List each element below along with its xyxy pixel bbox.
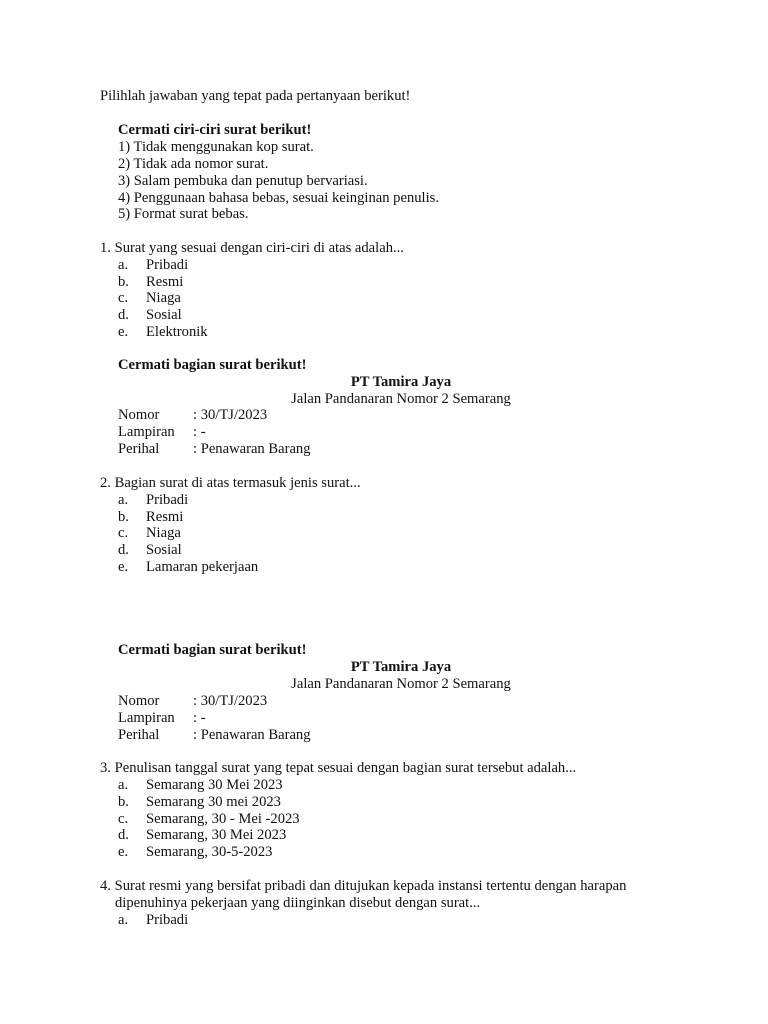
option-letter: e. [118, 324, 129, 340]
question-4-line-2: dipenuhinya pekerjaan yang diinginkan disebut dengan surat... [115, 895, 481, 911]
option-text: Pribadi [146, 912, 189, 928]
option-text: Lamaran pekerjaan [146, 559, 259, 575]
option-text: Semarang, 30 - Mei -2023 [146, 811, 300, 827]
letter1-heading: Cermati bagian surat berikut! [118, 357, 307, 373]
option-text: Pribadi [146, 257, 189, 273]
question-1: 1. Surat yang sesuai dengan ciri-ciri di atas adalah... [100, 240, 404, 256]
option-letter: c. [118, 290, 129, 306]
option-letter: b. [118, 509, 129, 525]
letter2-heading: Cermati bagian surat berikut! [118, 642, 307, 658]
option-text: Semarang 30 mei 2023 [146, 794, 281, 810]
option-letter: d. [118, 827, 129, 843]
option-letter: e. [118, 559, 129, 575]
option-letter: a. [118, 912, 129, 928]
letter1-field-value: : - [193, 424, 206, 440]
characteristic-item: 5) Format surat bebas. [118, 206, 249, 222]
option-letter: a. [118, 777, 129, 793]
instruction-text: Pilihlah jawaban yang tepat pada pertanyaan berikut! [100, 88, 411, 104]
characteristic-item: 2) Tidak ada nomor surat. [118, 156, 269, 172]
letter1-field-label: Lampiran [118, 424, 175, 440]
section1-heading: Cermati ciri-ciri surat berikut! [118, 122, 312, 138]
option-letter: b. [118, 274, 129, 290]
letter1-company: PT Tamira Jaya [350, 374, 452, 390]
option-letter: c. [118, 525, 129, 541]
option-letter: d. [118, 307, 129, 323]
option-text: Niaga [146, 525, 181, 541]
option-text: Pribadi [146, 492, 189, 508]
characteristic-item: 3) Salam pembuka dan penutup bervariasi. [118, 173, 368, 189]
question-2: 2. Bagian surat di atas termasuk jenis surat... [100, 475, 361, 491]
option-text: Semarang 30 Mei 2023 [146, 777, 283, 793]
option-letter: a. [118, 257, 129, 273]
option-text: Niaga [146, 290, 181, 306]
letter1-field-label: Nomor [118, 407, 160, 423]
option-letter: d. [118, 542, 129, 558]
letter1-address: Jalan Pandanaran Nomor 2 Semarang [291, 391, 511, 407]
letter2-field-label: Nomor [118, 693, 160, 709]
letter2-field-value: : 30/TJ/2023 [193, 693, 268, 709]
letter1-field-value: : 30/TJ/2023 [193, 407, 268, 423]
letter2-address: Jalan Pandanaran Nomor 2 Semarang [291, 676, 511, 692]
option-text: Sosial [146, 307, 182, 323]
option-letter: a. [118, 492, 129, 508]
option-text: Resmi [146, 509, 184, 525]
letter2-field-label: Lampiran [118, 710, 175, 726]
letter1-field-value: : Penawaran Barang [193, 441, 311, 457]
letter2-company: PT Tamira Jaya [350, 659, 452, 675]
option-text: Sosial [146, 542, 182, 558]
letter2-field-label: Perihal [118, 727, 160, 743]
question-4-line-1: 4. Surat resmi yang bersifat pribadi dan ditujukan kepada instansi tertentu dengan harapan [100, 878, 627, 894]
option-letter: c. [118, 811, 129, 827]
option-letter: e. [118, 844, 129, 860]
option-text: Semarang, 30 Mei 2023 [146, 827, 287, 843]
characteristic-item: 1) Tidak menggunakan kop surat. [118, 139, 314, 155]
option-text: Elektronik [146, 324, 208, 340]
question-3: 3. Penulisan tanggal surat yang tepat sesuai dengan bagian surat tersebut adalah... [100, 760, 577, 776]
option-text: Resmi [146, 274, 184, 290]
option-letter: b. [118, 794, 129, 810]
letter2-field-value: : Penawaran Barang [193, 727, 311, 743]
characteristic-item: 4) Penggunaan bahasa bebas, sesuai keinginan penulis. [118, 190, 439, 206]
letter1-field-label: Perihal [118, 441, 160, 457]
letter2-field-value: : - [193, 710, 206, 726]
option-text: Semarang, 30-5-2023 [146, 844, 273, 860]
